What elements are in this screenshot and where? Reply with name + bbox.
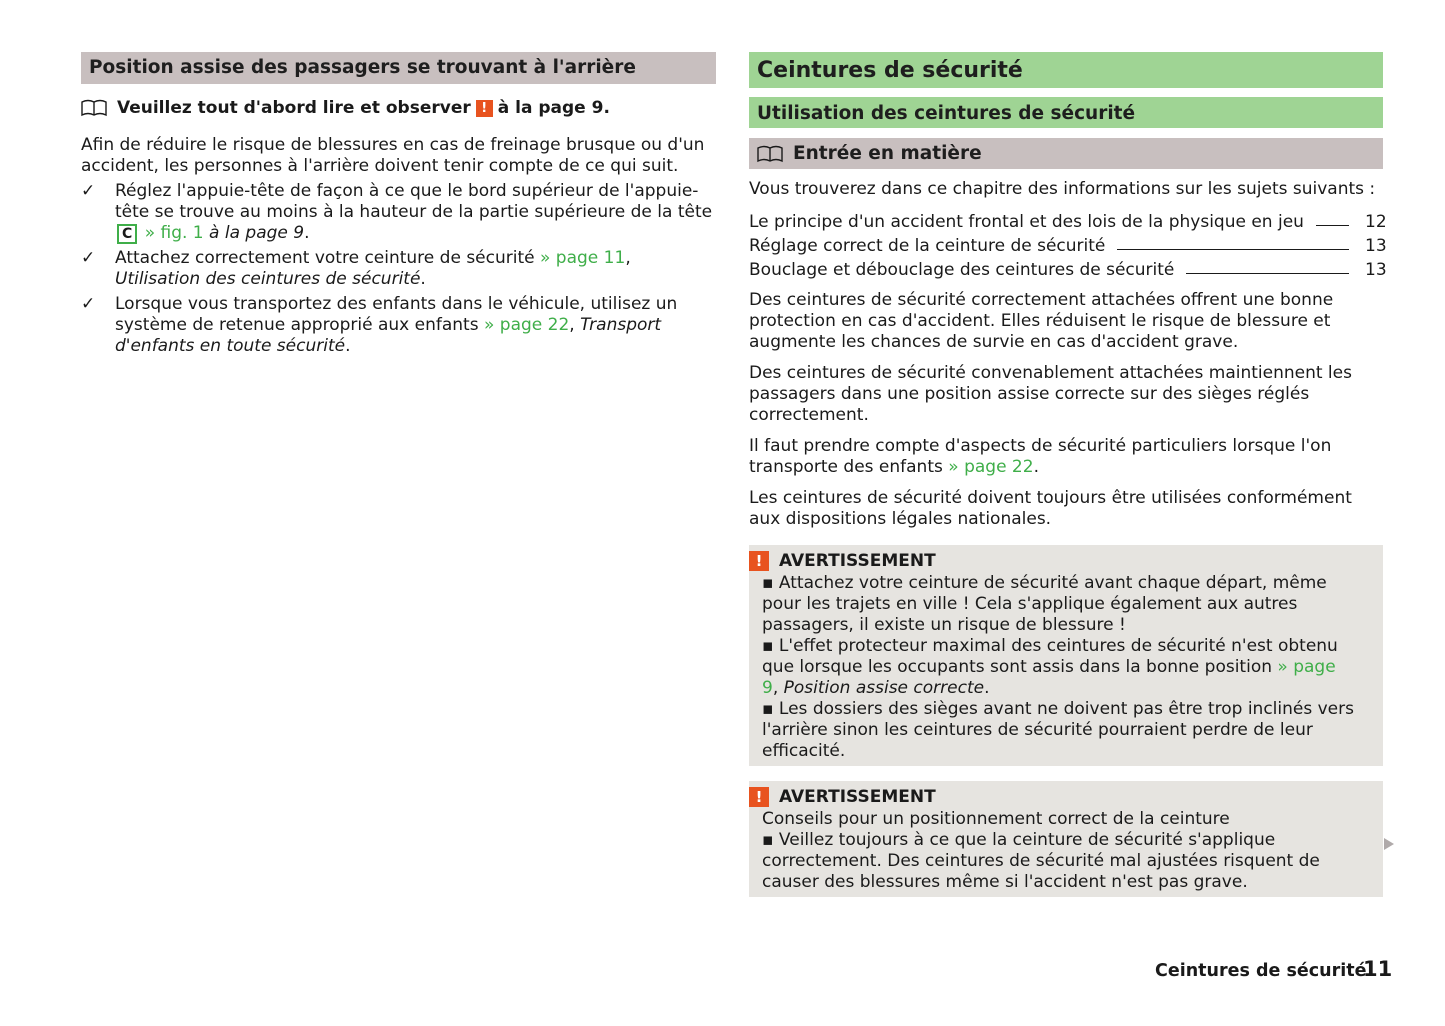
- read-first-text: Veuillez tout d'abord lire et observer: [117, 98, 471, 118]
- page-link[interactable]: » page 9: [762, 657, 1336, 698]
- read-first-notice: [81, 96, 716, 120]
- toc-leader: [1186, 273, 1349, 274]
- warning-header: [749, 549, 1357, 573]
- item-text: Réglez l'appuie-tête de façon à ce que le bord supérieur de l'appuie-tête se trouve au moins à la hauteur de la partie supérieure de la tête: [115, 181, 713, 222]
- checkmark-icon: ✓: [81, 248, 96, 268]
- section-ref: Utilisation des ceintures de sécurité: [115, 269, 421, 289]
- footer-section-title: Ceintures de sécurité: [1155, 961, 1367, 981]
- body-paragraph: Des ceintures de sécurité convenablement attachées maintiennent les passagers dans une position assise correcte sur des sièges réglés correctement.: [749, 363, 1352, 425]
- checklist-item: ✓ Lorsque vous transportez des enfants dans le véhicule, utilisez un système de retenue approprié aux enfants » page 22, Transport d'enfants en toute sécurité.: [81, 294, 678, 356]
- warning-title: AVERTISSEMENT: [779, 551, 936, 571]
- figure-link[interactable]: » fig. 1: [144, 223, 204, 243]
- toc-entry[interactable]: [749, 232, 1387, 256]
- toc-entry-title: Réglage correct de la ceinture de sécurité: [749, 236, 1106, 256]
- toc-entry[interactable]: [749, 208, 1387, 232]
- figure-page-ref: à la page 9: [209, 223, 305, 243]
- toc-entry-page: 13: [1365, 260, 1387, 280]
- toc-entry-page: 13: [1365, 236, 1387, 256]
- page-link[interactable]: » page 11: [540, 248, 626, 268]
- toc-entry-title: Le principe d'un accident frontal et des lois de la physique en jeu: [749, 212, 1304, 232]
- warning-bullet: ▪ Veillez toujours à ce que la ceinture de sécurité s'applique correctement. Des ceintures de sécurité mal ajustées risquent de causer des blessures même si l'accident n'est pas grave.: [762, 830, 1320, 892]
- next-page-arrow-icon[interactable]: [1384, 838, 1394, 850]
- page-link[interactable]: » page 22: [483, 315, 570, 335]
- page-link[interactable]: » page 22: [948, 457, 1034, 477]
- warning-line: Conseils pour un positionnement correct de la ceinture: [762, 809, 1230, 829]
- checkmark-icon: ✓: [81, 181, 96, 201]
- warning-bullet-text: ▪ L'effet protecteur maximal des ceintures de sécurité n'est obtenu que lorsque les occupants sont assis dans la bonne position: [762, 636, 1338, 677]
- warning-title: AVERTISSEMENT: [779, 787, 936, 807]
- item-text: Lorsque vous transportez des enfants dans le véhicule, utilisez un système de retenue approprié aux enfants: [115, 294, 678, 335]
- toc-entry-title: Bouclage et débouclage des ceintures de sécurité: [749, 260, 1175, 280]
- warning-icon: !: [749, 787, 769, 807]
- section-ref: Transport d'enfants en toute sécurité: [115, 315, 662, 356]
- warning-box: [749, 781, 1383, 897]
- item-text: Attachez correctement votre ceinture de sécurité: [115, 248, 535, 268]
- toc-entry[interactable]: [749, 256, 1387, 280]
- toc-leader: [1316, 225, 1349, 226]
- book-icon: [757, 145, 783, 163]
- warning-icon: !: [749, 551, 769, 571]
- section-title: Utilisation des ceintures de sécurité: [749, 97, 1383, 128]
- warning-bullet: ▪ L'effet protecteur maximal des ceintures de sécurité n'est obtenu que lorsque les occupants sont assis dans la bonne position » page 9, Position assise correcte.: [762, 636, 1338, 698]
- checklist-item: ✓ Attachez correctement votre ceinture de sécurité » page 11, Utilisation des ceintures de sécurité.: [81, 248, 631, 289]
- chapter-title: Ceintures de sécurité: [749, 52, 1383, 88]
- toc-entry-page: 12: [1365, 212, 1387, 232]
- read-first-page[interactable]: à la page 9.: [497, 98, 610, 118]
- warning-box: [749, 545, 1383, 766]
- subsection-title: [749, 138, 1383, 169]
- page-number: 11: [1363, 957, 1393, 981]
- checkmark-icon: ✓: [81, 294, 96, 314]
- warning-header: [749, 785, 1357, 809]
- intro-paragraph: Afin de réduire le risque de blessures en cas de freinage brusque ou d'un accident, les personnes à l'arrière doivent tenir compte de ce qui suit.: [81, 135, 705, 176]
- section-heading: Position assise des passagers se trouvant à l'arrière: [81, 52, 716, 84]
- paragraph-text: Il faut prendre compte d'aspects de sécurité particuliers lorsque l'on transporte des enfants: [749, 436, 1332, 477]
- figure-label-box: C: [117, 224, 137, 244]
- left-column: [81, 52, 716, 357]
- table-of-contents: [749, 208, 1387, 280]
- subsection-title-text: Entrée en matière: [793, 143, 982, 164]
- body-paragraph: Il faut prendre compte d'aspects de sécurité particuliers lorsque l'on transporte des enfants » page 22.: [749, 436, 1332, 477]
- warning-bullet: ▪ Les dossiers des sièges avant ne doivent pas être trop inclinés vers l'arrière sinon les ceintures de sécurité pourraient perdre de leur efficacité.: [762, 699, 1354, 761]
- warning-bullet: ▪ Attachez votre ceinture de sécurité avant chaque départ, même pour les trajets en ville ! Cela s'applique également aux autres passagers, il existe un risque de blessure !: [762, 573, 1327, 635]
- body-paragraph: Des ceintures de sécurité correctement attachées offrent une bonne protection en cas d'accident. Elles réduisent le risque de blessure et augmente les chances de survie en cas d'accident grave.: [749, 290, 1334, 352]
- toc-leader: [1117, 249, 1349, 250]
- warning-icon: !: [476, 100, 493, 117]
- book-icon: [81, 99, 107, 117]
- checklist-item: ✓ Réglez l'appuie-tête de façon à ce que le bord supérieur de l'appuie-tête se trouve au moins à la hauteur de la partie supérieure de la tête C » fig. 1 à la page 9.: [81, 181, 713, 243]
- body-paragraph: Les ceintures de sécurité doivent toujours être utilisées conformément aux dispositions légales nationales.: [749, 488, 1352, 529]
- toc-intro: Vous trouverez dans ce chapitre des informations sur les sujets suivants :: [749, 179, 1376, 199]
- right-column: [749, 52, 1387, 897]
- section-ref: Position assise correcte: [783, 678, 985, 698]
